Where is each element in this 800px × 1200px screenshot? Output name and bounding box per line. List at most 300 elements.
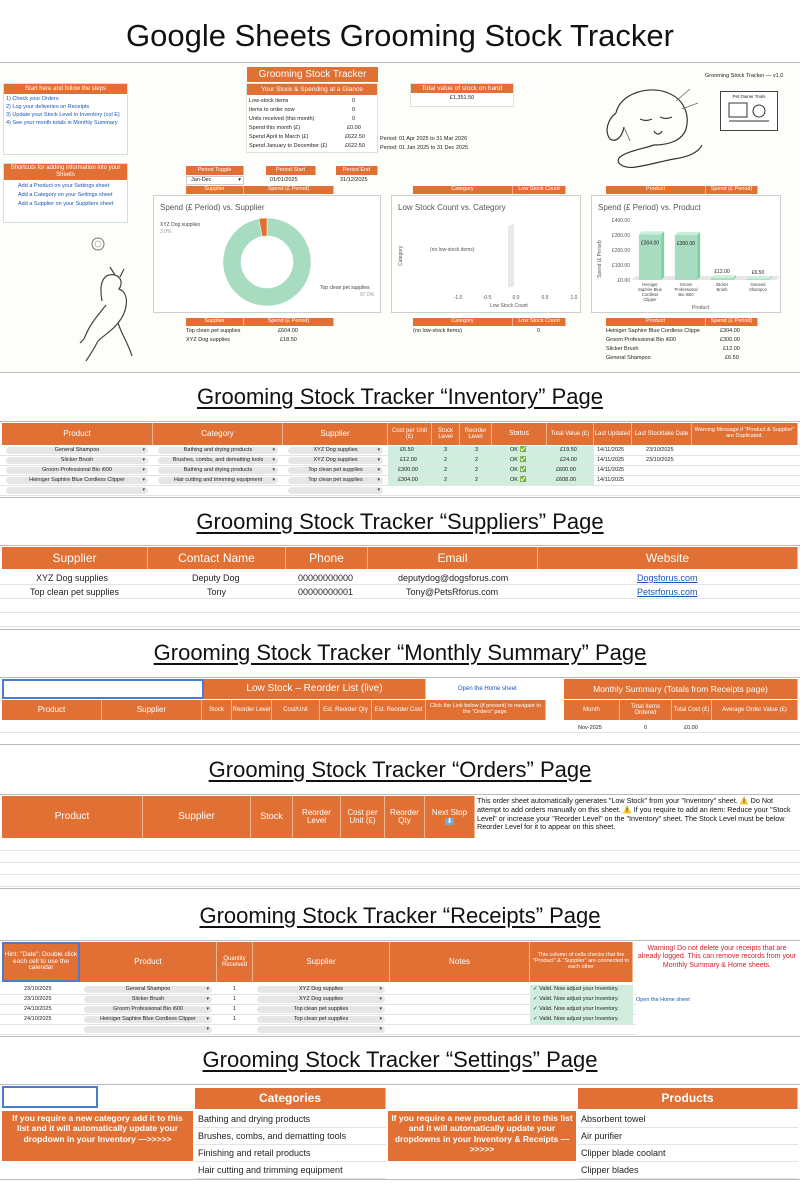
- stock-cell: 2: [444, 457, 448, 463]
- category-dropdown[interactable]: Brushes, combs, and dematting tools ▾: [158, 457, 278, 464]
- chart3-data-label: £12.00: [714, 269, 730, 276]
- receipt-check: ✓ Valid. Now adjust your Inventory.: [530, 1015, 633, 1024]
- product-dropdown[interactable]: [6, 487, 148, 494]
- product-dropdown[interactable]: General Shampoo ▾: [6, 447, 148, 454]
- ord-h-reorder: Reorder Level: [293, 796, 341, 838]
- product-item[interactable]: Clipper blades: [578, 1162, 798, 1179]
- shortcut-product-link[interactable]: Add a Product on your Settings sheet: [18, 183, 110, 190]
- chart2-x-tick: 0.0: [512, 295, 520, 301]
- inv-h-category: Category: [153, 423, 283, 445]
- open-home-link[interactable]: Open the Home sheet: [458, 686, 517, 692]
- inventory-row: [0, 466, 800, 476]
- chart1-hdr-supplier: Supplier: [186, 186, 244, 194]
- sup-h-website: Website: [538, 547, 798, 569]
- suppliers-title: Grooming Stock Tracker “Suppliers” Page: [196, 509, 604, 534]
- receipt-date: 23/10/2025: [24, 996, 52, 1002]
- rec-hint: Hint: "Date": Double click each cell to use the calendar: [2, 942, 80, 982]
- receipt-qty: 1: [233, 986, 237, 992]
- category-table-h2: Low Stock Count: [513, 318, 566, 326]
- product-name: Slicker Brush: [606, 346, 639, 352]
- product-list: [578, 1111, 798, 1179]
- ord-h-product: Product: [2, 796, 143, 838]
- stocktake-cell: 23/10/2025: [646, 447, 674, 453]
- next-stop-label: Next Stop: [431, 807, 468, 817]
- settings-title: Grooming Stock Tracker “Settings” Page: [202, 1047, 598, 1072]
- ms-h-estcost: Est. Reorder Cost: [372, 700, 426, 720]
- receipt-product-dropdown[interactable]: Slicker Brush ▾: [84, 996, 212, 1003]
- low-stock-header: Low Stock – Reorder List (live): [204, 679, 426, 699]
- product-name: General Shampoo: [606, 355, 651, 361]
- category-count: 0: [537, 328, 541, 334]
- category-list: [195, 1111, 386, 1179]
- chart2-xlabel: Low Stock Count: [490, 303, 528, 309]
- chart2-x-tick: 1.0: [570, 295, 578, 301]
- chart3-x-tick: Heiniger: [642, 282, 658, 287]
- suppliers-sheet: [0, 545, 800, 630]
- total-value-header: Total value of stock on hand: [411, 84, 513, 93]
- product-item[interactable]: Air purifier: [578, 1128, 798, 1145]
- chart3-y-tick: £400.00: [611, 218, 630, 224]
- order-empty-row: [0, 839, 800, 851]
- chart3-x-tick: Shampoo: [749, 287, 767, 292]
- category-item[interactable]: Finishing and retail products: [195, 1145, 386, 1162]
- receipt-empty-row: [0, 1025, 636, 1035]
- stock-cell: 2: [444, 477, 448, 483]
- supplier-empty-row: [0, 613, 800, 627]
- glance-value: £622.50: [345, 134, 365, 140]
- inv-h-product: Product: [2, 423, 153, 445]
- product-dropdown[interactable]: Groom Professional Bio i600 ▾: [6, 467, 148, 474]
- order-empty-row: [0, 875, 800, 887]
- chart3-x-tick: Clipper: [643, 297, 657, 302]
- updated-cell: 14/11/2025: [597, 477, 625, 483]
- chart3-y-tick: £300.00: [611, 233, 630, 239]
- product-name: Heiniger Saphire Blue Cordless Clippe: [606, 328, 700, 334]
- glance-label: Low-stock items: [249, 98, 289, 104]
- inventory-title: Grooming Stock Tracker “Inventory” Page: [197, 384, 603, 409]
- receipt-row: [0, 1015, 636, 1025]
- stocktake-cell: 23/10/2025: [646, 457, 674, 463]
- chart-product-spend: [591, 195, 781, 313]
- status-cell: OK ✅: [492, 446, 594, 455]
- ms-h-totalcost: Total Cost (£): [672, 700, 712, 720]
- ord-h-cost: Cost per Unit (£): [341, 796, 385, 838]
- chart3-x-tick: Saphire Blue: [638, 287, 662, 292]
- glance-label: Spend April to March (£): [249, 134, 309, 140]
- supplier-name: XYZ Dog supplies: [186, 337, 231, 343]
- period-end-header: Period End: [336, 166, 378, 175]
- status-cell: OK ✅: [492, 456, 594, 465]
- period-note-jan: Period: 01 Jan 2025 to 31 Dec 2025: [380, 145, 469, 151]
- chart3-hdr-product: Product: [606, 186, 706, 194]
- receipt-product-dropdown[interactable]: General Shampoo ▾: [84, 986, 212, 993]
- inv-h-total: Total Value (£): [547, 423, 594, 445]
- product-table-row: [606, 337, 758, 343]
- supplier-table-row: [186, 328, 334, 334]
- glance-label: Spend this month (£): [249, 125, 301, 131]
- glance-box: [246, 83, 378, 153]
- summary-items: 0: [644, 725, 648, 731]
- rec-warning: Warning! Do not delete your receipts that are already logged. This can remove records from your Monthly Summary & Home sheets.: [637, 945, 797, 969]
- chart3-bar: [711, 278, 733, 280]
- product-table-h1: Product: [606, 318, 706, 326]
- reorder-cell: 2: [475, 467, 479, 473]
- chart1-hdr-spend: Spend (£ Period): [244, 186, 334, 194]
- ms-h-supplier: Supplier: [102, 700, 202, 720]
- orders-note: This order sheet automatically generates "Low Stock" from your "Inventory" sheet. ⚠️ Do Not attempt to add orders manually on this sheet. ⚠️ If you require to add an item: Reduce your "Stock Level" or increase your "Reorder Level" on the "Inventory" sheet. The Stock Level must be below Reorder Level for it to appear on this sheet.: [477, 796, 791, 832]
- chart3-y-tick: £100.00: [611, 263, 630, 269]
- receipt-qty: 1: [233, 1006, 237, 1012]
- product-table-h2: Spend (£ Period): [706, 318, 758, 326]
- chart3-x-tick: General: [750, 282, 766, 287]
- orders-sheet: [0, 794, 800, 889]
- shortcut-category-link[interactable]: Add a Category on your Settings sheet: [18, 192, 113, 199]
- sup-h-supplier: Supplier: [2, 547, 148, 569]
- settings-sheet: [0, 1084, 800, 1180]
- supplier-dropdown[interactable]: XYZ Dog supplies ▾: [288, 457, 383, 464]
- inv-h-stock: Stock Level: [432, 423, 460, 445]
- supplier-spend: £18.50: [280, 337, 297, 343]
- chart3-x-tick: Brush: [716, 287, 728, 292]
- summary-cost: £0.00: [684, 725, 698, 731]
- chart3-bar-side: [661, 231, 664, 280]
- product-spend: £300.00: [720, 337, 740, 343]
- receipt-row: [0, 985, 636, 995]
- chart-category-lowstock: [391, 195, 581, 313]
- category-dropdown[interactable]: Bathing and drying products ▾: [158, 467, 278, 474]
- chart3-data-label: £300.00: [676, 241, 696, 247]
- chart2-title: Low Stock Count vs. Category: [398, 203, 506, 212]
- receipt-check: ✓ Valid. Now adjust your Inventory.: [530, 995, 633, 1004]
- receipt-supplier-dropdown[interactable]: XYZ Dog supplies ▾: [257, 996, 385, 1003]
- chart3-y-tick: £0.00: [617, 278, 630, 284]
- shortcuts-header: Shortcuts for adding information into your Sheets: [4, 164, 127, 180]
- rec-h-qty: Quantity Received: [217, 942, 253, 982]
- glance-value: £622.50: [345, 143, 365, 149]
- category-item[interactable]: Bathing and drying products: [195, 1111, 386, 1128]
- supplier-dropdown[interactable]: XYZ Dog supplies ▾: [288, 447, 383, 454]
- reorder-cell: 3: [475, 447, 479, 453]
- ms-h-avg: Average Order Value (£): [712, 700, 798, 720]
- chart2-x-tick: -1.0: [453, 295, 463, 301]
- category-dropdown[interactable]: Hair cutting and trimming equipment ▾: [158, 477, 278, 484]
- stock-cell: 2: [444, 467, 448, 473]
- period-note-apr: Period: 01 Apr 2025 to 31 Mar 2026: [380, 136, 468, 142]
- selected-cell[interactable]: [2, 679, 204, 699]
- step-3: 3) Update your Stock Level in Inventory (col E): [6, 112, 120, 118]
- contact-name: Tony: [207, 587, 227, 597]
- total-cell: £600.00: [556, 467, 576, 473]
- period-toggle-header: Period Toggle: [186, 166, 244, 175]
- glance-label: Units received (this month): [249, 116, 315, 122]
- rec-h-notes: Notes: [390, 942, 530, 982]
- summary-month: Nov-2025: [578, 725, 602, 731]
- status-cell: OK ✅: [492, 476, 594, 485]
- chart3-bar-top: [639, 231, 664, 234]
- cost-cell: £12.00: [400, 457, 417, 463]
- total-value: £1,351.50: [449, 95, 475, 101]
- glance-value: 0: [352, 107, 356, 113]
- monthly-row: [0, 721, 800, 733]
- product-name: Groom Professional Bio i600: [606, 337, 677, 343]
- glance-value: 0: [352, 98, 356, 104]
- main-title: Google Sheets Grooming Stock Tracker: [126, 18, 674, 53]
- glance-label: Spend January to December (£): [249, 143, 328, 149]
- inv-h-warning: Warning Message if "Product & Supplier" are Duplicated.: [692, 423, 798, 445]
- chart3-bar-side: [697, 232, 700, 280]
- receipt-product-dropdown[interactable]: Heiniger Saphire Blue Cordless Clipper ▾: [84, 1016, 212, 1023]
- supplier-row: [0, 571, 800, 585]
- logo-mark-icon: [721, 99, 777, 127]
- ms-h-month: Month: [564, 700, 620, 720]
- sup-h-email: Email: [368, 547, 538, 569]
- updated-cell: 14/11/2025: [597, 447, 625, 453]
- chart3-data-label: £304.00: [640, 240, 660, 247]
- rec-open-home-link[interactable]: Open the Home sheet: [636, 997, 690, 1003]
- receipt-date: 24/10/2025: [24, 1016, 52, 1022]
- inv-h-supplier: Supplier: [283, 423, 388, 445]
- product-table-row: [606, 355, 758, 361]
- supplier-table-h2: Spend (£ Period): [244, 318, 334, 326]
- email: Tony@PetsRforus.com: [406, 587, 499, 597]
- updated-cell: 14/11/2025: [597, 467, 625, 473]
- supplier-spend: £604.00: [278, 328, 298, 334]
- chart2-category-label: (no low-stock items): [430, 247, 475, 253]
- ms-h-items: Total Items Ordered: [620, 700, 672, 720]
- inventory-sheet: [0, 421, 800, 498]
- product-spend: £12.00: [723, 346, 740, 352]
- product-item[interactable]: Absorbent towel: [578, 1111, 798, 1128]
- monthly-title: Grooming Stock Tracker “Monthly Summary” Page: [153, 640, 647, 665]
- order-empty-row: [0, 851, 800, 863]
- supplier-table-h1: Supplier: [186, 318, 244, 326]
- supplier-name: Top clean pet supplies: [30, 587, 120, 597]
- donut-pct-topclean: 97.0%: [360, 292, 375, 298]
- inv-h-reorder: Reorder Level: [460, 423, 492, 445]
- shortcuts-box: [3, 163, 128, 223]
- sup-h-contact: Contact Name: [148, 547, 286, 569]
- sup-h-phone: Phone: [286, 547, 368, 569]
- chart3-bar-top: [675, 232, 700, 235]
- step-1: 1) Check your Orders: [6, 96, 59, 102]
- updated-cell: 14/11/2025: [597, 457, 625, 463]
- chart2-ylabel: Category: [398, 245, 404, 266]
- receipt-supplier-dropdown[interactable]: Top clean pet supplies ▾: [257, 1006, 385, 1013]
- reorder-cell: 2: [475, 477, 479, 483]
- rec-h-check: This column of cells checks that the "Product" & "Supplier" are connected to each other: [530, 942, 633, 982]
- home-sheet: [0, 62, 800, 373]
- chart3-x-tick: Cordless: [641, 292, 659, 297]
- contact-name: Deputy Dog: [192, 573, 240, 583]
- chart3-x-tick: Slicker: [715, 282, 729, 287]
- chart2-backdrop: [508, 224, 514, 288]
- phone: 00000000000: [298, 573, 354, 583]
- category-item[interactable]: Hair cutting and trimming equipment: [195, 1162, 386, 1179]
- total-cell: £24.00: [560, 457, 577, 463]
- product-table-row: [606, 328, 758, 334]
- inventory-row: [0, 456, 800, 466]
- ord-h-qty: Reorder Qty: [385, 796, 425, 838]
- categories-header: Categories: [195, 1088, 386, 1109]
- receipt-check: ✓ Valid. Now adjust your Inventory.: [530, 985, 633, 994]
- rec-h-product: Product: [80, 942, 217, 982]
- receipt-qty: 1: [233, 1016, 237, 1022]
- category-note: If you require a new category add it to this list and it will automatically update your dropdown in your Inventory —>>>>>: [2, 1111, 193, 1161]
- glance-rows: [247, 95, 377, 149]
- product-dropdown[interactable]: Slicker Brush ▾: [6, 457, 148, 464]
- supplier-name: Top clean pet supplies: [186, 328, 241, 334]
- ms-h-stock: Stock: [202, 700, 232, 720]
- category-table-h1: Category: [413, 318, 513, 326]
- ms-h-reorder: Reorder Level: [232, 700, 272, 720]
- chart3-plot: [612, 218, 780, 302]
- glance-value: £0.00: [347, 125, 361, 131]
- supplier-name: XYZ Dog supplies: [36, 573, 109, 583]
- rec-h-supplier: Supplier: [253, 942, 390, 982]
- ms-h-qty: Est. Reorder Qty: [320, 700, 372, 720]
- period-start-value: 01/01/2025: [270, 177, 298, 183]
- chart2-hdr-lowstock: Low Stock Count: [513, 186, 566, 194]
- receipt-supplier-dropdown[interactable]: Top clean pet supplies ▾: [257, 1016, 385, 1023]
- ms-h-link: Click the Link below (if present) to navigate to the "Orders" page.: [426, 700, 546, 720]
- chart3-ylabel: Spend (£ Period): [597, 240, 603, 278]
- step-4: 4) See your month totals in Monthly Summary: [6, 120, 118, 126]
- chart-supplier-spend: [153, 195, 381, 313]
- receipt-product-dropdown[interactable]: [84, 1026, 212, 1033]
- chart2-x-tick: -0.5: [482, 295, 492, 301]
- donut-chart: [223, 218, 311, 306]
- receipt-product-dropdown[interactable]: Groom Professional Bio i600 ▾: [84, 1006, 212, 1013]
- inv-h-stocktake: Last Stocktake Date: [632, 423, 692, 445]
- category-name: (no low-stock items): [413, 328, 462, 334]
- supplier-row: [0, 585, 800, 599]
- chart3-y-tick: £200.00: [611, 248, 630, 254]
- product-table-row: [606, 346, 758, 352]
- total-cell: £19.50: [560, 447, 577, 453]
- inv-h-status: Status: [492, 423, 547, 445]
- total-value-box: [410, 83, 514, 107]
- donut-label-topclean: Top clean pet supplies: [320, 285, 370, 291]
- supplier-table-row: [186, 337, 334, 343]
- glance-value: 0: [352, 116, 356, 122]
- receipt-qty: 1: [233, 996, 237, 1002]
- category-dropdown[interactable]: Bathing and drying products ▾: [158, 447, 278, 454]
- chart3-bar: [747, 279, 769, 280]
- steps-header: Start here and follow the steps: [4, 84, 127, 94]
- donut-pct-xyz: 3.0%: [160, 229, 172, 235]
- inventory-empty-row: [0, 486, 800, 496]
- supplier-dropdown[interactable]: Top clean pet supplies ▾: [288, 467, 383, 474]
- chart3-hdr-spend: Spend (£ Period): [706, 186, 758, 194]
- chart3-x-tick: Bio i600: [678, 292, 694, 297]
- chart1-title: Spend (£ Period) vs. Supplier: [160, 203, 265, 212]
- receipts-sheet: [0, 940, 800, 1037]
- supplier-empty-row: [0, 599, 800, 613]
- inventory-row: [0, 476, 800, 486]
- email: deputydog@dogsforus.com: [398, 573, 509, 583]
- cost-cell: £300.00: [398, 467, 418, 473]
- category-item[interactable]: Brushes, combs, and dematting tools: [195, 1128, 386, 1145]
- pet-owner-tools-logo: [720, 91, 778, 131]
- chart3-x-tick: Professional: [674, 287, 698, 292]
- phone: 00000000001: [298, 587, 354, 597]
- period-toggle-select[interactable]: [186, 176, 244, 185]
- monthly-summary-header: Monthly Summary (Totals from Receipts page): [564, 679, 798, 699]
- settings-selected-cell[interactable]: [2, 1086, 98, 1108]
- donut-label-xyz: XYZ Dog supplies: [160, 222, 201, 228]
- period-toggle-value: Jan-Dec: [191, 177, 212, 183]
- inv-h-cost: Cost per Unit (£): [388, 423, 432, 445]
- chart3-bar-top: [711, 275, 736, 278]
- monthly-sheet: [0, 677, 800, 745]
- supplier-dropdown[interactable]: [288, 487, 383, 494]
- tracker-title: Grooming Stock Tracker: [247, 67, 378, 82]
- receipt-supplier-dropdown[interactable]: XYZ Dog supplies ▾: [257, 986, 385, 993]
- website-link[interactable]: Petsrforus.com: [637, 587, 698, 597]
- inventory-row: [0, 446, 800, 456]
- chart3-data-label: £6.50: [751, 270, 765, 277]
- products-header: Products: [578, 1088, 798, 1109]
- stock-cell: 3: [444, 447, 448, 453]
- shortcut-supplier-link[interactable]: Add a Supplier on your Suppliers sheet: [18, 201, 114, 208]
- chart2-x-tick: 0.5: [541, 295, 549, 301]
- period-start-header: Period Start: [266, 166, 316, 175]
- chart2-hdr-category: Category: [413, 186, 513, 194]
- reorder-cell: 2: [475, 457, 479, 463]
- supplier-dropdown[interactable]: Top clean pet supplies ▾: [288, 477, 383, 484]
- chart3-title: Spend (£ Period) vs. Product: [598, 203, 701, 212]
- ord-h-nextstop: [425, 796, 475, 838]
- website-link[interactable]: Dogsforus.com: [637, 573, 698, 583]
- cost-cell: £304.00: [398, 477, 418, 483]
- product-dropdown[interactable]: Heiniger Saphire Blue Cordless Clipper ▾: [6, 477, 148, 484]
- chart3-x-tick: Groom: [679, 282, 693, 287]
- receipt-date: 24/10/2025: [24, 1006, 52, 1012]
- product-note: If you require a new product add it to this list and it will automatically update your dropdowns in your Inventory & Receipts —>>>>>: [388, 1111, 576, 1161]
- logo-text: Pet Owner Tools: [732, 94, 766, 99]
- product-item[interactable]: Clipper blade coolant: [578, 1145, 798, 1162]
- glance-header: Your Stock & Spending at a Glance: [247, 84, 377, 95]
- chart3-xlabel: Product: [692, 305, 710, 311]
- receipt-supplier-dropdown[interactable]: [257, 1026, 385, 1033]
- receipt-check: ✓ Valid. Now adjust your Inventory.: [530, 1005, 633, 1014]
- category-table-row: [413, 328, 566, 334]
- step-2: 2) Log your deliveries on Receipts: [6, 104, 90, 110]
- status-cell: OK ✅: [492, 466, 594, 475]
- period-end-value: 31/12/2025: [340, 177, 368, 183]
- total-cell: £608.00: [556, 477, 576, 483]
- sleeping-dog-illustration: [598, 79, 710, 175]
- glance-label: Items to order now: [249, 107, 295, 113]
- version-label: Grooming Stock Tracker — v1.0: [705, 73, 784, 79]
- ord-h-stock: Stock: [251, 796, 293, 838]
- ms-h-product: Product: [2, 700, 102, 720]
- receipts-title: Grooming Stock Tracker “Receipts” Page: [199, 903, 601, 928]
- cost-cell: £6.50: [400, 447, 414, 453]
- receipt-row: [0, 995, 636, 1005]
- receipt-date: 23/10/2025: [24, 986, 52, 992]
- chart2-axes: [454, 224, 578, 301]
- ord-h-supplier: Supplier: [143, 796, 251, 838]
- ms-h-cost: Cost/Unit: [272, 700, 320, 720]
- jumping-dog-illustration: [60, 231, 145, 366]
- order-empty-row: [0, 863, 800, 875]
- product-spend: £304.00: [720, 328, 740, 334]
- down-arrow-icon: ⬇: [446, 818, 453, 826]
- chart3-bar-top: [747, 276, 772, 279]
- chevron-down-icon: ▾: [238, 177, 241, 183]
- receipt-row: [0, 1005, 636, 1015]
